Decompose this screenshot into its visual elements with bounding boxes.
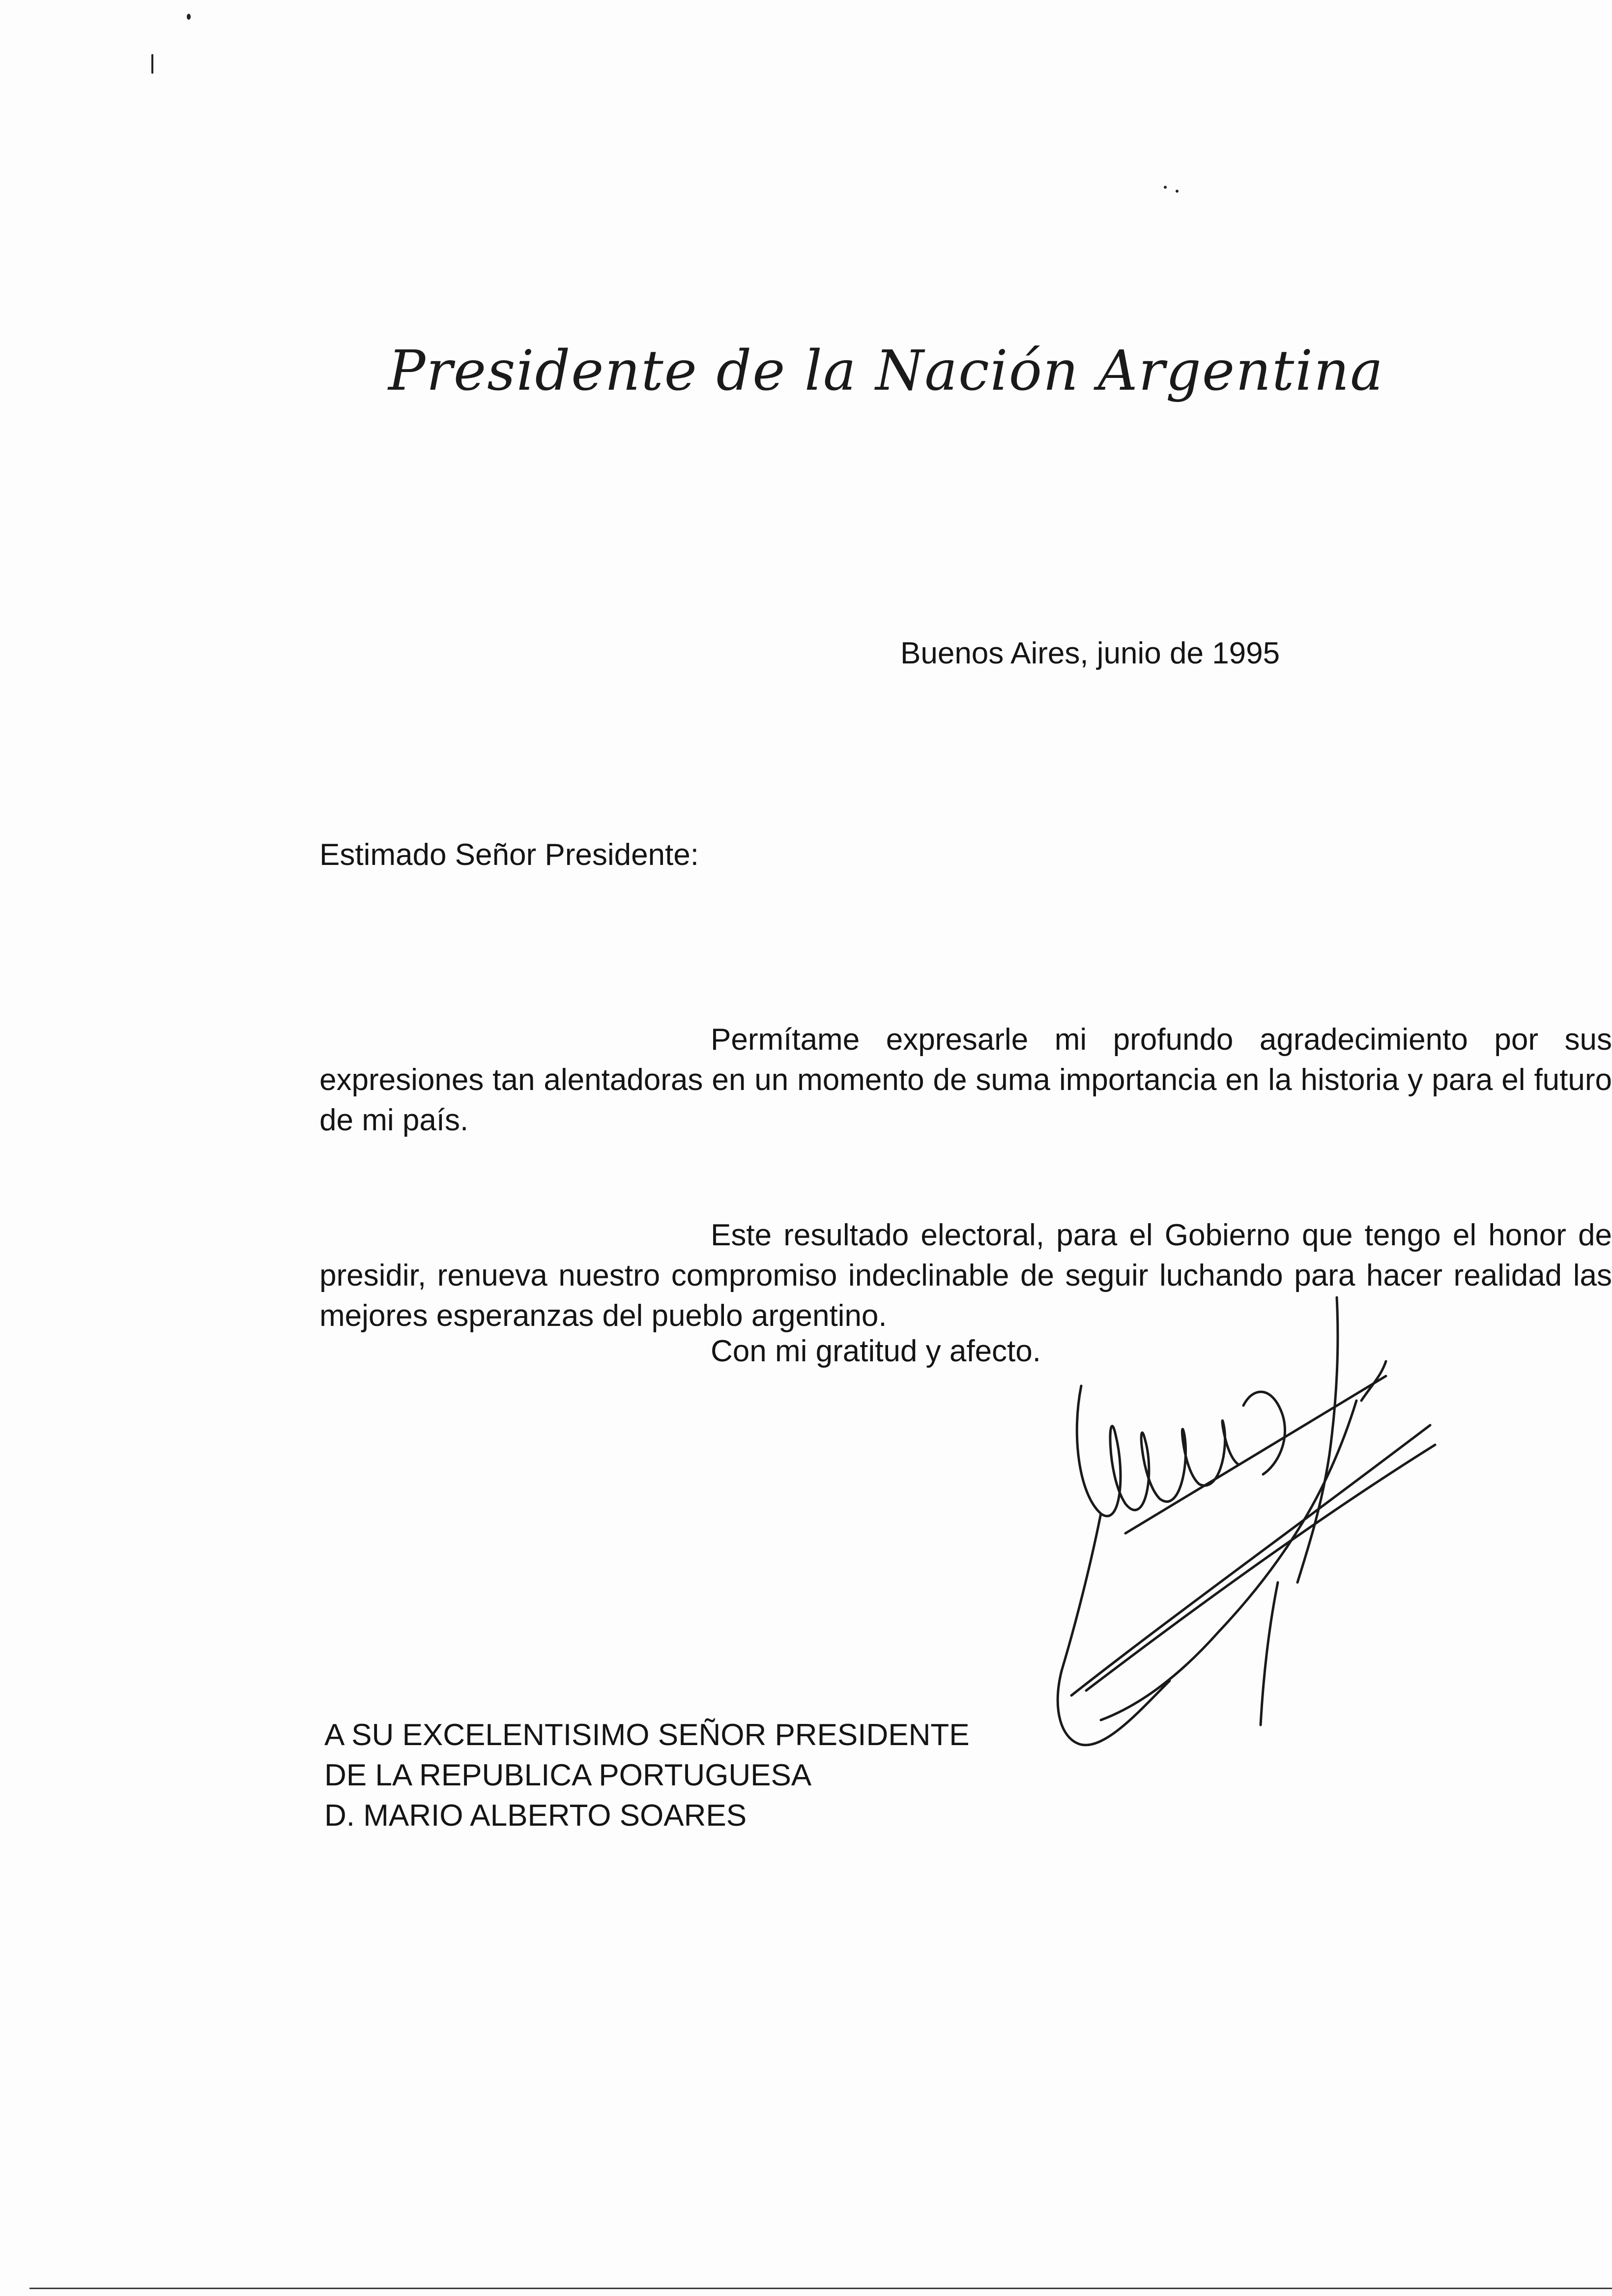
paragraph-2: Este resultado electoral, para el Gobierno que tengo el honor de presidir, renueva nuestro compromiso indeclinable de seguir luchando para hacer realidad las mejores esperanzas del pueblo argentino. [319,1218,1612,1333]
recipient-line-3: D. MARIO ALBERTO SOARES [324,1799,747,1833]
recipient-block [324,1715,970,1836]
date-line: Buenos Aires, junio de 1995 [900,636,1280,670]
salutation: Estimado Señor Presidente: [319,838,699,872]
letterhead-title: Presidente de la Nación Argentina [388,339,1384,403]
scan-speck [151,54,153,74]
scan-speck [1176,190,1179,193]
paragraph-1: Permítame expresarle mi profundo agradecimiento por sus expresiones tan alentadoras en un momento de suma importancia en la historia y para el futuro de mi país. [319,1023,1612,1137]
recipient-line-2: DE LA REPUBLICA PORTUGUESA [324,1758,812,1792]
scan-speck [187,14,191,20]
scan-speck [1164,186,1167,189]
closing: Con mi gratitud y afecto. [711,1334,1041,1368]
scan-edge-rule [29,2288,1612,2289]
signature [1042,1288,1465,1754]
recipient-line-1: A SU EXCELENTISIMO SEÑOR PRESIDENTE [324,1718,970,1752]
